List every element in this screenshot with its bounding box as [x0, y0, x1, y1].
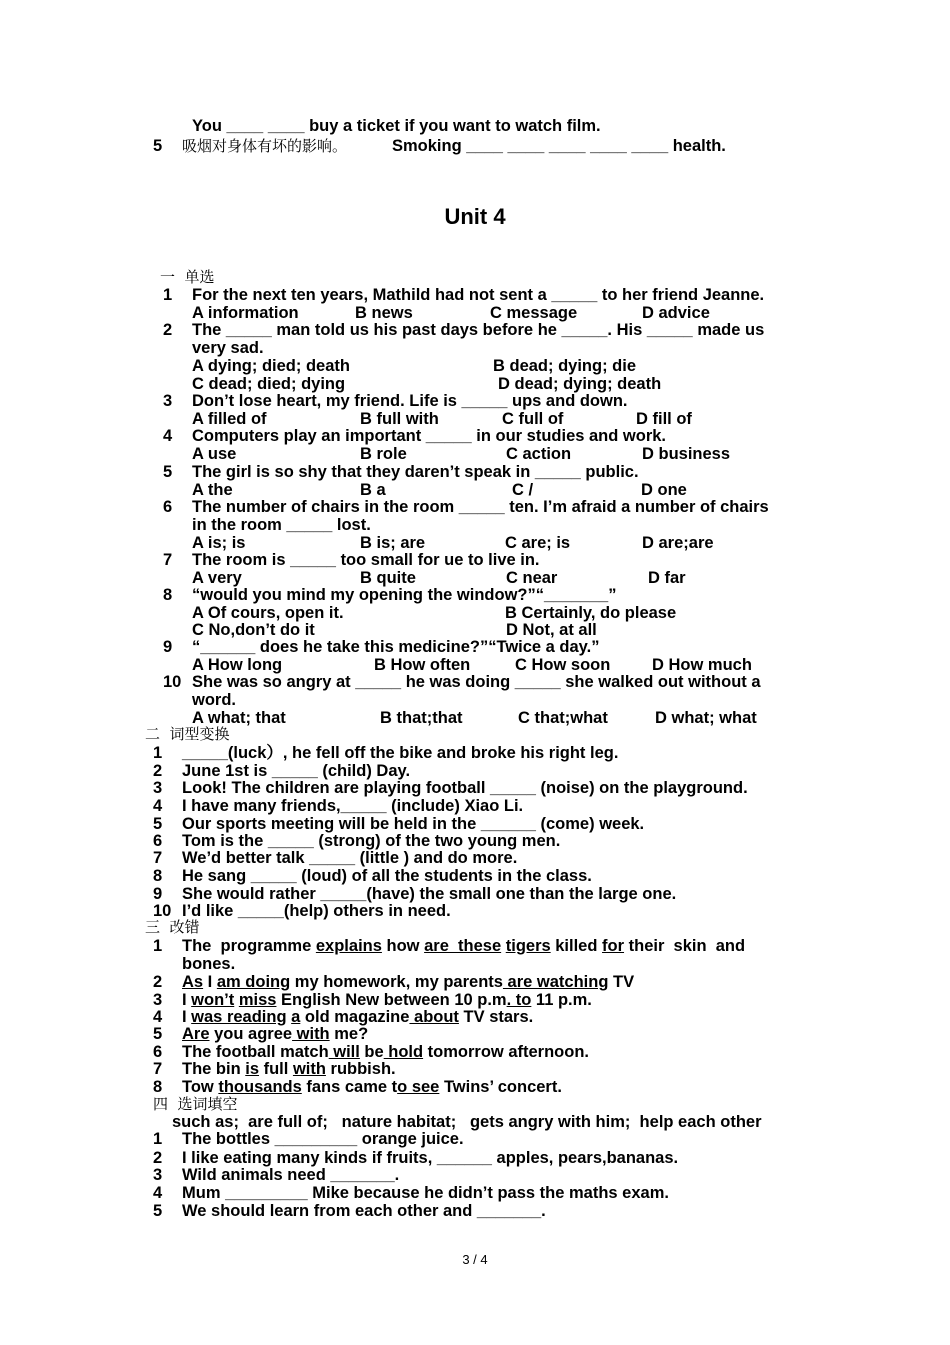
s2-num-5: 5	[153, 815, 163, 833]
q1-number: 1	[163, 286, 173, 304]
s2-num-4: 4	[153, 797, 163, 815]
s2-item-9: She would rather _____(have) the small one than the large one.	[182, 885, 677, 903]
q5-option-d: D one	[641, 481, 687, 499]
q2-number: 2	[163, 321, 173, 339]
s4-word-options: such as; are full of; nature habitat; gets angry with him; help each other	[172, 1113, 762, 1131]
q2-option-b: B dead; dying; die	[493, 357, 637, 375]
q7-option-c: C near	[506, 569, 558, 587]
q8-option-d: D Not, at all	[506, 621, 597, 639]
q4-number: 4	[163, 427, 173, 445]
q9-option-c: C How soon	[515, 656, 611, 674]
s3-item-1-cont: bones.	[182, 955, 236, 973]
s2-num-1: 1	[153, 744, 163, 762]
section3-heading: 三 改错	[145, 918, 200, 936]
s4-num-1: 1	[153, 1130, 163, 1148]
s2-item-4: I have many friends,_____ (include) Xiao Li.	[182, 797, 524, 815]
q8-option-c: C No,don’t do it	[192, 621, 315, 639]
q8-number: 8	[163, 586, 173, 604]
q6-option-b: B is; are	[360, 534, 426, 552]
q9-option-a: A How long	[192, 656, 283, 674]
q3-option-d: D fill of	[636, 410, 692, 428]
s3-num-4: 4	[153, 1008, 163, 1026]
q9-option-d: D How much	[652, 656, 752, 674]
s2-num-3: 3	[153, 779, 163, 797]
top-q5-number: 5	[153, 137, 163, 155]
s3-item-3: I won’t miss English New between 10 p.m. to 11 p.m.	[182, 991, 592, 1009]
q4-option-d: D business	[642, 445, 731, 463]
q6-option-a: A is; is	[192, 534, 246, 552]
q6-number: 6	[163, 498, 173, 516]
q10-text: She was so angry at _____ he was doing _____ she walked out without a	[192, 673, 761, 691]
s3-item-4: I was reading a old magazine about TV stars.	[182, 1008, 534, 1026]
s2-num-6: 6	[153, 832, 163, 850]
top-q5-chinese: 吸烟对身体有坏的影响。	[182, 137, 348, 155]
s3-item-2: As I am doing my homework, my parents are watching TV	[182, 973, 635, 991]
q2-option-a: A dying; died; death	[192, 357, 350, 375]
s3-item-5: Are you agree with me?	[182, 1025, 369, 1043]
s3-num-8: 8	[153, 1078, 163, 1096]
q8-text: “would you mind my opening the window?”“_______”	[192, 586, 617, 604]
section1-heading: 一 单选	[160, 268, 215, 286]
s4-num-5: 5	[153, 1202, 163, 1220]
s2-item-6: Tom is the _____ (strong) of the two young men.	[182, 832, 561, 850]
s3-item-6: The football match will be hold tomorrow afternoon.	[182, 1043, 590, 1061]
q1-option-c: C message	[490, 304, 578, 322]
q10-option-d: D what; what	[655, 709, 757, 727]
s3-num-5: 5	[153, 1025, 163, 1043]
q1-option-d: D advice	[642, 304, 710, 322]
q3-option-a: A filled of	[192, 410, 267, 428]
s3-num-3: 3	[153, 991, 163, 1009]
q9-text: “______ does he take this medicine?”“Twice a day.”	[192, 638, 600, 656]
s2-item-5: Our sports meeting will be held in the ______ (come) week.	[182, 815, 645, 833]
section4-heading: 四 选词填空	[153, 1095, 238, 1113]
q10-text-cont: word.	[192, 691, 236, 709]
s4-num-2: 2	[153, 1149, 163, 1167]
s2-item-7: We’d better talk _____ (little ) and do more.	[182, 849, 518, 867]
q10-option-c: C that;what	[518, 709, 608, 727]
q3-text: Don’t lose heart, my friend. Life is _____ ups and down.	[192, 392, 628, 410]
s4-item-5: We should learn from each other and _______.	[182, 1202, 546, 1220]
top-q5-english: Smoking ____ ____ ____ ____ ____ health.	[392, 137, 726, 155]
q6-text-cont: in the room _____ lost.	[192, 516, 371, 534]
s2-item-10: I’d like _____(help) others in need.	[182, 902, 451, 920]
q4-option-b: B role	[360, 445, 407, 463]
s2-item-3: Look! The children are playing football _____ (noise) on the playground.	[182, 779, 748, 797]
s2-num-7: 7	[153, 849, 163, 867]
q2-option-d: D dead; dying; death	[498, 375, 662, 393]
q3-option-b: B full with	[360, 410, 439, 428]
s2-num-8: 8	[153, 867, 163, 885]
q7-option-b: B quite	[360, 569, 416, 587]
s4-item-3: Wild animals need _______.	[182, 1166, 400, 1184]
s4-num-4: 4	[153, 1184, 163, 1202]
q5-option-a: A the	[192, 481, 233, 499]
s3-num-6: 6	[153, 1043, 163, 1061]
q4-text: Computers play an important _____ in our studies and work.	[192, 427, 667, 445]
q3-option-c: C full of	[502, 410, 564, 428]
s3-item-1: The programme explains how are these tigers killed for their skin and	[182, 937, 746, 955]
q7-number: 7	[163, 551, 173, 569]
s2-num-10: 10	[153, 902, 172, 920]
s3-num-2: 2	[153, 973, 163, 991]
q6-option-c: C are; is	[505, 534, 571, 552]
page-number: 3 / 4	[462, 1252, 488, 1267]
section2-heading: 二 词型变换	[145, 725, 230, 743]
s3-num-1: 1	[153, 937, 163, 955]
s2-item-2: June 1st is _____ (child) Day.	[182, 762, 411, 780]
q10-number: 10	[163, 673, 182, 691]
q4-option-c: C action	[506, 445, 572, 463]
q6-option-d: D are;are	[642, 534, 714, 552]
q7-text: The room is _____ too small for ue to live in.	[192, 551, 540, 569]
s4-item-4: Mum _________ Mike because he didn’t pass the maths exam.	[182, 1184, 669, 1202]
q10-option-a: A what; that	[192, 709, 286, 727]
q9-number: 9	[163, 638, 173, 656]
q3-number: 3	[163, 392, 173, 410]
s2-item-8: He sang _____ (loud) of all the students in the class.	[182, 867, 592, 885]
q4-option-a: A use	[192, 445, 237, 463]
q10-option-b: B that;that	[380, 709, 463, 727]
s2-num-2: 2	[153, 762, 163, 780]
q8-option-b: B Certainly, do please	[505, 604, 677, 622]
s2-num-9: 9	[153, 885, 163, 903]
s3-item-7: The bin is full with rubbish.	[182, 1060, 396, 1078]
q5-option-b: B a	[360, 481, 386, 499]
q1-text: For the next ten years, Mathild had not sent a _____ to her friend Jeanne.	[192, 286, 765, 304]
q2-text-cont: very sad.	[192, 339, 264, 357]
q8-option-a: A Of cours, open it.	[192, 604, 344, 622]
s4-num-3: 3	[153, 1166, 163, 1184]
q5-text: The girl is so shy that they daren’t speak in _____ public.	[192, 463, 639, 481]
s3-item-8: Tow thousands fans came to see Twins’ concert.	[182, 1078, 562, 1096]
s3-num-7: 7	[153, 1060, 163, 1078]
q7-option-a: A very	[192, 569, 242, 587]
top-line1: You ____ ____ buy a ticket if you want to watch film.	[192, 117, 601, 135]
s4-item-2: I like eating many kinds if fruits, ______ apples, pears,bananas.	[182, 1149, 679, 1167]
unit-title: Unit 4	[444, 204, 506, 229]
q5-number: 5	[163, 463, 173, 481]
q6-text: The number of chairs in the room _____ ten. I’m afraid a number of chairs	[192, 498, 769, 516]
s2-item-1: _____(luck）, he fell off the bike and broke his right leg.	[182, 744, 619, 762]
s4-item-1: The bottles _________ orange juice.	[182, 1130, 464, 1148]
q7-option-d: D far	[648, 569, 686, 587]
q9-option-b: B How often	[374, 656, 471, 674]
q5-option-c: C /	[512, 481, 534, 499]
q1-option-a: A information	[192, 304, 299, 322]
q2-option-c: C dead; died; dying	[192, 375, 346, 393]
q2-text: The _____ man told us his past days before he _____. His _____ made us	[192, 321, 765, 339]
q1-option-b: B news	[355, 304, 413, 322]
